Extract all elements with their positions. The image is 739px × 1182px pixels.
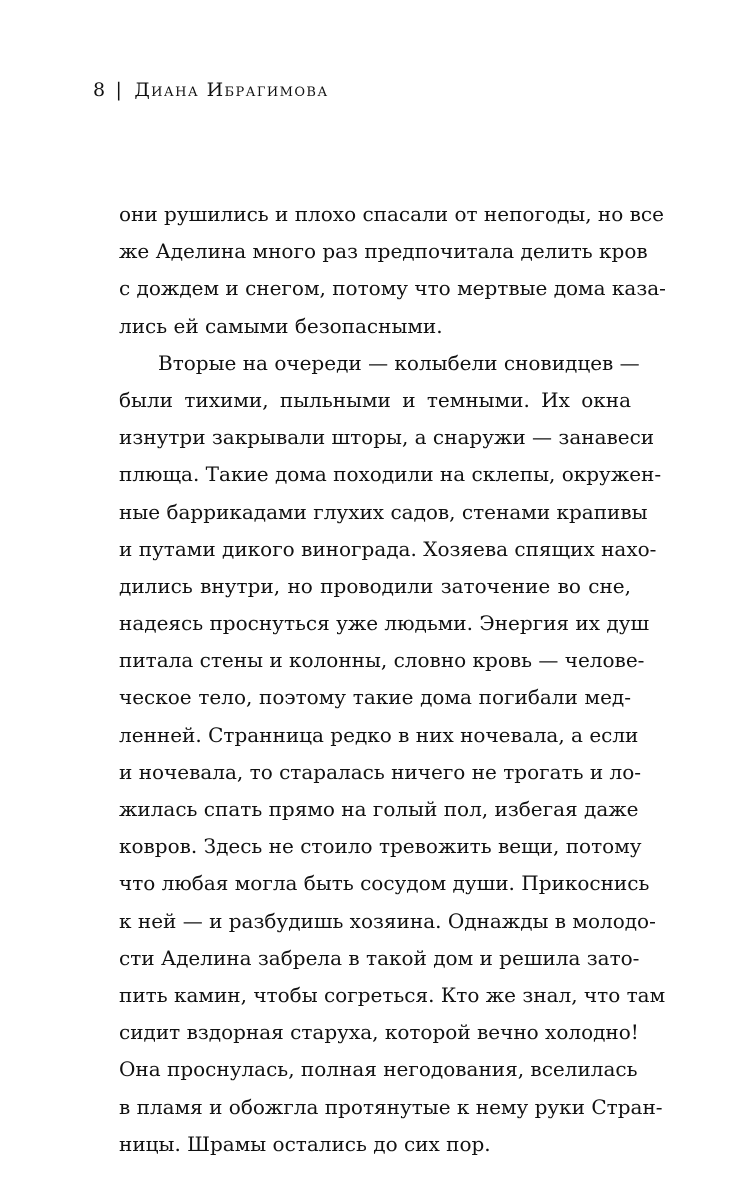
text-line: питала стены и колонны, словно кровь — челове- <box>119 648 645 673</box>
text-line: к ней — и разбудишь хозяина. Однажды в молодо- <box>119 908 656 933</box>
text-line: лись ей самыми безопасными. <box>119 313 443 338</box>
paragraph-2 <box>119 345 666 1163</box>
text-line: они рушились и плохо спасали от непогоды, но все <box>119 202 664 226</box>
text-line: что любая могла быть сосудом души. Прикоснись <box>119 871 650 896</box>
text-line: ческое тело, поэтому такие дома погибали мед- <box>119 685 631 710</box>
text-line: пить камин, чтобы согреться. Кто же знал, что там <box>119 982 666 1007</box>
text-line: и ночевала, то старалась ничего не трогать и ло- <box>119 759 642 784</box>
text-line: Она проснулась, полная негодования, вселилась <box>119 1057 638 1082</box>
text-line: дились внутри, но проводили заточение во сне, <box>119 573 631 598</box>
page-number: 8 <box>93 79 106 101</box>
text-line: в пламя и обожгла протянутые к нему руки Стран- <box>119 1094 663 1119</box>
text-line: плюща. Такие дома походили на склепы, окружен- <box>119 462 662 487</box>
paragraph-1 <box>119 196 666 345</box>
text-line: Вторые на очереди — колыбели сновидцев — <box>158 350 640 375</box>
text-line: жилась спать прямо на голый пол, избегая даже <box>119 797 639 821</box>
author-name: Диана Ибрагимова <box>134 79 329 101</box>
header-separator: | <box>115 79 123 101</box>
page-body <box>119 196 666 1163</box>
text-line: сти Аделина забрела в такой дом и решила зато- <box>119 945 640 970</box>
text-line: же Аделина много раз предпочитала делить кров <box>119 239 648 264</box>
text-line: ные баррикадами глухих садов, стенами крапивы <box>119 499 648 524</box>
running-header <box>93 78 329 102</box>
text-line: и путами дикого винограда. Хозяева спящих нахо- <box>119 536 657 561</box>
text-line: надеясь проснуться уже людьми. Энергия их душ <box>119 611 650 636</box>
text-line: ницы. Шрамы остались до сих пор. <box>119 1131 491 1156</box>
text-line: ленней. Странница редко в них ночевала, а если <box>119 722 639 747</box>
text-line: ковров. Здесь не стоило тревожить вещи, потому <box>119 834 642 859</box>
text-line: изнутри закрывали шторы, а снаружи — занавеси <box>119 425 655 450</box>
text-line: сидит вздорная старуха, которой вечно холодно! <box>119 1020 639 1045</box>
text-line: были тихими, пыльными и темными. Их окна <box>119 387 631 412</box>
text-line: с дождем и снегом, потому что мертвые дома каза- <box>119 276 666 301</box>
